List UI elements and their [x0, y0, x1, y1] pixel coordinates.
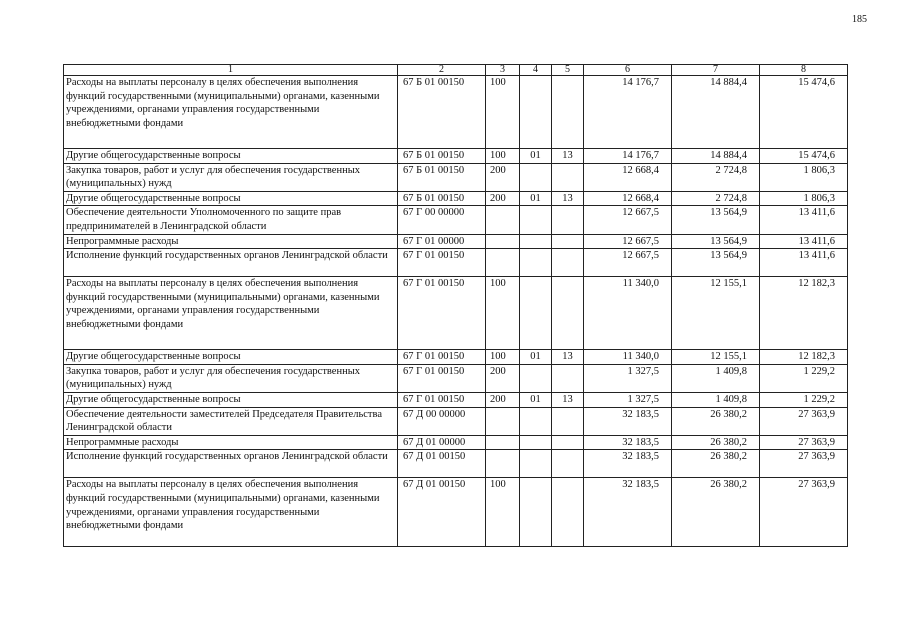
- target-code-cell: 67 Г 01 00150: [398, 364, 486, 392]
- target-code-cell: 67 Г 01 00150: [398, 392, 486, 407]
- section-cell: [520, 478, 552, 547]
- amount-year1-cell: 32 183,5: [584, 407, 672, 435]
- amount-year1-cell: 1 327,5: [584, 392, 672, 407]
- target-code-cell: 67 Б 01 00150: [398, 191, 486, 206]
- amount-year2-cell: 13 564,9: [672, 206, 760, 234]
- amount-year1-cell: 32 183,5: [584, 450, 672, 478]
- expense-type-cell: [486, 206, 520, 234]
- target-code-cell: 67 Д 01 00150: [398, 450, 486, 478]
- amount-year2-cell: 26 380,2: [672, 407, 760, 435]
- amount-year1-cell: 12 667,5: [584, 249, 672, 277]
- table-row: [64, 407, 848, 435]
- section-cell: [520, 277, 552, 350]
- section-cell: [520, 206, 552, 234]
- table-row: [64, 76, 848, 149]
- amount-year3-cell: 27 363,9: [760, 407, 848, 435]
- section-cell: [520, 234, 552, 249]
- expense-type-cell: 100: [486, 277, 520, 350]
- target-code-cell: 67 Г 01 00150: [398, 350, 486, 365]
- budget-table: [63, 64, 848, 547]
- amount-year1-cell: 14 176,7: [584, 76, 672, 149]
- amount-year1-cell: 11 340,0: [584, 350, 672, 365]
- row-name-cell: Закупка товаров, работ и услуг для обеспечения государственных (муниципальных) нужд: [64, 163, 398, 191]
- expense-type-cell: [486, 407, 520, 435]
- table-row: [64, 392, 848, 407]
- target-code-cell: 67 Д 00 00000: [398, 407, 486, 435]
- row-name-cell: Расходы на выплаты персоналу в целях обеспечения выполнения функций государственными (муниципальными) органами, казенными учреждениями, органами управления государственными внебюджетными фондами: [64, 277, 398, 350]
- subsection-cell: [552, 450, 584, 478]
- column-number-7: 7: [672, 65, 760, 76]
- amount-year3-cell: 1 229,2: [760, 364, 848, 392]
- expense-type-cell: 200: [486, 364, 520, 392]
- column-number-2: 2: [398, 65, 486, 76]
- amount-year1-cell: 12 667,5: [584, 234, 672, 249]
- target-code-cell: 67 Г 01 00000: [398, 234, 486, 249]
- expense-type-cell: 100: [486, 350, 520, 365]
- subsection-cell: [552, 76, 584, 149]
- table-row: [64, 206, 848, 234]
- target-code-cell: 67 Г 01 00150: [398, 249, 486, 277]
- section-cell: 01: [520, 191, 552, 206]
- expense-type-cell: 100: [486, 76, 520, 149]
- expense-type-cell: 100: [486, 478, 520, 547]
- amount-year2-cell: 26 380,2: [672, 450, 760, 478]
- amount-year3-cell: 12 182,3: [760, 350, 848, 365]
- table-row: [64, 149, 848, 164]
- table-row: [64, 450, 848, 478]
- amount-year3-cell: 15 474,6: [760, 149, 848, 164]
- subsection-cell: 13: [552, 392, 584, 407]
- table-row: [64, 364, 848, 392]
- amount-year2-cell: 14 884,4: [672, 76, 760, 149]
- table-row: [64, 478, 848, 547]
- table-row: [64, 249, 848, 277]
- amount-year2-cell: 13 564,9: [672, 249, 760, 277]
- subsection-cell: [552, 234, 584, 249]
- expense-type-cell: 200: [486, 392, 520, 407]
- amount-year2-cell: 2 724,8: [672, 163, 760, 191]
- section-cell: 01: [520, 350, 552, 365]
- amount-year2-cell: 1 409,8: [672, 392, 760, 407]
- amount-year1-cell: 1 327,5: [584, 364, 672, 392]
- table-row: [64, 435, 848, 450]
- subsection-cell: 13: [552, 191, 584, 206]
- amount-year2-cell: 12 155,1: [672, 350, 760, 365]
- subsection-cell: [552, 435, 584, 450]
- row-name-cell: Расходы на выплаты персоналу в целях обеспечения выполнения функций государственными (муниципальными) органами, казенными учреждениями, органами управления государственными внебюджетными фондами: [64, 76, 398, 149]
- amount-year1-cell: 12 668,4: [584, 163, 672, 191]
- amount-year1-cell: 32 183,5: [584, 435, 672, 450]
- column-number-6: 6: [584, 65, 672, 76]
- target-code-cell: 67 Б 01 00150: [398, 76, 486, 149]
- row-name-cell: Непрограммные расходы: [64, 435, 398, 450]
- row-name-cell: Исполнение функций государственных органов Ленинградской области: [64, 450, 398, 478]
- expense-type-cell: 200: [486, 191, 520, 206]
- section-cell: 01: [520, 149, 552, 164]
- column-number-5: 5: [552, 65, 584, 76]
- row-name-cell: Закупка товаров, работ и услуг для обеспечения государственных (муниципальных) нужд: [64, 364, 398, 392]
- subsection-cell: 13: [552, 350, 584, 365]
- row-name-cell: Другие общегосударственные вопросы: [64, 392, 398, 407]
- row-name-cell: Другие общегосударственные вопросы: [64, 350, 398, 365]
- amount-year1-cell: 32 183,5: [584, 478, 672, 547]
- table-row: [64, 191, 848, 206]
- expense-type-cell: [486, 435, 520, 450]
- amount-year2-cell: 26 380,2: [672, 478, 760, 547]
- subsection-cell: [552, 206, 584, 234]
- amount-year3-cell: 12 182,3: [760, 277, 848, 350]
- row-name-cell: Исполнение функций государственных органов Ленинградской области: [64, 249, 398, 277]
- section-cell: [520, 364, 552, 392]
- subsection-cell: [552, 364, 584, 392]
- amount-year3-cell: 15 474,6: [760, 76, 848, 149]
- amount-year3-cell: 13 411,6: [760, 206, 848, 234]
- amount-year3-cell: 1 806,3: [760, 191, 848, 206]
- page-number: 185: [852, 14, 867, 25]
- section-cell: [520, 435, 552, 450]
- section-cell: [520, 249, 552, 277]
- amount-year2-cell: 2 724,8: [672, 191, 760, 206]
- column-number-3: 3: [486, 65, 520, 76]
- amount-year1-cell: 12 668,4: [584, 191, 672, 206]
- amount-year3-cell: 1 806,3: [760, 163, 848, 191]
- amount-year1-cell: 14 176,7: [584, 149, 672, 164]
- amount-year2-cell: 14 884,4: [672, 149, 760, 164]
- section-cell: [520, 76, 552, 149]
- subsection-cell: [552, 478, 584, 547]
- row-name-cell: Обеспечение деятельности заместителей Председателя Правительства Ленинградской области: [64, 407, 398, 435]
- target-code-cell: 67 Г 01 00150: [398, 277, 486, 350]
- target-code-cell: 67 Д 01 00000: [398, 435, 486, 450]
- amount-year2-cell: 26 380,2: [672, 435, 760, 450]
- target-code-cell: 67 Г 00 00000: [398, 206, 486, 234]
- subsection-cell: [552, 249, 584, 277]
- amount-year1-cell: 12 667,5: [584, 206, 672, 234]
- target-code-cell: 67 Б 01 00150: [398, 163, 486, 191]
- target-code-cell: 67 Д 01 00150: [398, 478, 486, 547]
- amount-year2-cell: 13 564,9: [672, 234, 760, 249]
- amount-year3-cell: 27 363,9: [760, 478, 848, 547]
- amount-year3-cell: 1 229,2: [760, 392, 848, 407]
- amount-year1-cell: 11 340,0: [584, 277, 672, 350]
- column-number-row: [64, 65, 848, 76]
- subsection-cell: 13: [552, 149, 584, 164]
- column-number-8: 8: [760, 65, 848, 76]
- section-cell: [520, 163, 552, 191]
- row-name-cell: Обеспечение деятельности Уполномоченного по защите прав предпринимателей в Ленинградской области: [64, 206, 398, 234]
- table-row: [64, 277, 848, 350]
- expense-type-cell: 100: [486, 149, 520, 164]
- expense-type-cell: [486, 234, 520, 249]
- amount-year3-cell: 27 363,9: [760, 435, 848, 450]
- column-number-4: 4: [520, 65, 552, 76]
- table-row: [64, 234, 848, 249]
- table-body: [64, 76, 848, 547]
- amount-year2-cell: 12 155,1: [672, 277, 760, 350]
- amount-year2-cell: 1 409,8: [672, 364, 760, 392]
- target-code-cell: 67 Б 01 00150: [398, 149, 486, 164]
- section-cell: [520, 450, 552, 478]
- section-cell: 01: [520, 392, 552, 407]
- expense-type-cell: 200: [486, 163, 520, 191]
- amount-year3-cell: 27 363,9: [760, 450, 848, 478]
- column-number-1: 1: [64, 65, 398, 76]
- row-name-cell: Непрограммные расходы: [64, 234, 398, 249]
- table-row: [64, 163, 848, 191]
- section-cell: [520, 407, 552, 435]
- expense-type-cell: [486, 249, 520, 277]
- row-name-cell: Другие общегосударственные вопросы: [64, 149, 398, 164]
- subsection-cell: [552, 277, 584, 350]
- subsection-cell: [552, 407, 584, 435]
- amount-year3-cell: 13 411,6: [760, 234, 848, 249]
- row-name-cell: Другие общегосударственные вопросы: [64, 191, 398, 206]
- table-row: [64, 350, 848, 365]
- amount-year3-cell: 13 411,6: [760, 249, 848, 277]
- row-name-cell: Расходы на выплаты персоналу в целях обеспечения выполнения функций государственными (муниципальными) органами, казенными учреждениями, органами управления государственными внебюджетными фондами: [64, 478, 398, 547]
- expense-type-cell: [486, 450, 520, 478]
- subsection-cell: [552, 163, 584, 191]
